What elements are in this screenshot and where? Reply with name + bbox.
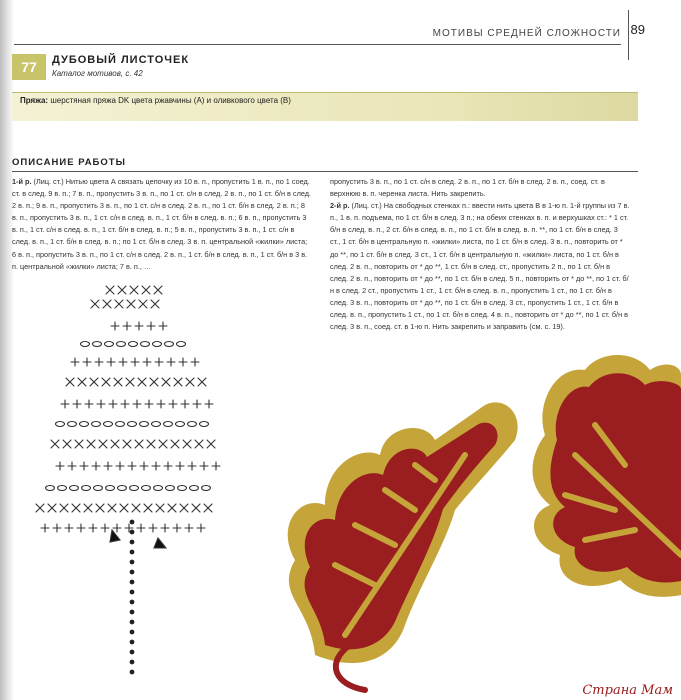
row-1-continuation: пропустить 3 в. п., по 1 ст. с/н в след. 2 в. п., по 1 ст. б/н в след. 2 в. п., соед. ст. в верхнюю в. п. черенка листа. Нить закрепить.: [330, 177, 605, 199]
instructions-right-column: [330, 176, 630, 333]
crochet-chart-icon: [30, 282, 240, 682]
motif-catalog-ref: Каталог мотивов, с. 42: [52, 69, 143, 78]
crocheted-oak-leaf-photo: [255, 345, 681, 700]
yarn-text: шерстяная пряжа DK цвета ржавчины (А) и оливкового цвета (В): [50, 96, 291, 105]
motif-number-badge: 77: [12, 54, 46, 80]
row-2-text: (Лиц. ст.) На свободных стенках п.: ввести нить цвета В в 1-ю п. 1-й группы из 7 в. п., 1 в. п. подъема, по 1 ст. б/н в след. 3 п.; на обеих стенках в. п. и верхушках ст.: * 1 ст. б/н в след. в. п., 2 ст. б/н в след. в. п., по 1 ст. б/н в след. в. п. **, по 1 ст. б/н в след. 3 ст., 1 ст. б/н в центральную п. «жилки» листа, по 1 ст. б/н в след. 3 в. п., повторить от * до **, по 1 ст. б/н в след. 3 ст., 1 ст. б/н в центральную п. «жилки» листа, по 1 ст. б/н в след. 2 в. п., повторить от * до **, 1 ст. б/н в след. ст., пропустить 2 п., по 1 ст. б/н в след. 2 в. п., повторить от * до **, по 1 ст. б/н в след. 5 п., повторить от * до **, по 1 ст. б/н в след. 2 ст., пропустить 1 ст., 1 ст. б/н в след. в. п., пропустить 1 ст., по 1 ст. б/н в след. 3 в. п., повторить от * до **, по 1 ст. б/н в след. 3 ст., пропустить 1 ст., 1 ст. б/н в след. в. п., пропустить 1 ст., по 1 ст. б/н в след. 4 в. п., повторить от * до **, по 1 ст. б/н в след. 3 в. п., соед. ст. в 1-ю п. Нить закрепить и заправить (см. с. 19).: [330, 201, 630, 332]
section-title: МОТИВЫ СРЕДНЕЙ СЛОЖНОСТИ: [432, 28, 621, 39]
page-number: 89: [630, 22, 645, 37]
row-1-paragraph: [12, 176, 312, 273]
row-2-lead: 2-й р.: [330, 201, 350, 211]
description-heading: ОПИСАНИЕ РАБОТЫ: [12, 157, 126, 168]
watermark: Страна Мам: [582, 683, 673, 698]
row-1-text: (Лиц. ст.) Нитью цвета А связать цепочку из 10 в. п., пропустить 1 в. п., по 1 соед. ст. в след. 9 в. п.; 7 в. п., пропустить 3 в. п., по 1 ст. с/н в след. 2 в. п., по 1 ст. б/н в след. 2 в. п.; 9 в. п., пропустить 3 в. п., по 1 ст. с/н в след. 2 в. п., по 1 ст. б/н в след. 2 в. п.; 8 в. п., пропустить 3 в. п., 1 ст. с/н в след. в. п., 1 ст. б/н в след. в. п.; 6 в. п., пропустить 3 в. п., 1 ст. с/н в след. в. п., 1 ст. б/н в след. в. п.; 5 в. п., пропустить 3 в. п., 1 ст. с/н в след. в. п., 1 ст. б/н в след. в. п.; по 1 ст. б/н в след. 3 в. п. центральной «жилки» листа; 6 в. п., пропустить 3 в. п., по 1 ст. с/н в след. 2 в. п., 1 ст. б/н в след. в. п., 1 ст. б/н в 3 в. п. центральной «жилки» листа; 7 в. п., …: [12, 177, 312, 271]
header-rule: [14, 44, 621, 45]
row-1-lead: 1-й р.: [12, 177, 32, 186]
row-2-paragraph: [330, 200, 630, 333]
motif-title: ДУБОВЫЙ ЛИСТОЧЕК: [52, 54, 190, 66]
instructions-left-column: [12, 176, 312, 273]
yarn-label: Пряжа:: [20, 96, 49, 105]
header-divider: [628, 10, 629, 60]
description-rule: [12, 171, 638, 172]
yarn-info: [20, 96, 291, 105]
